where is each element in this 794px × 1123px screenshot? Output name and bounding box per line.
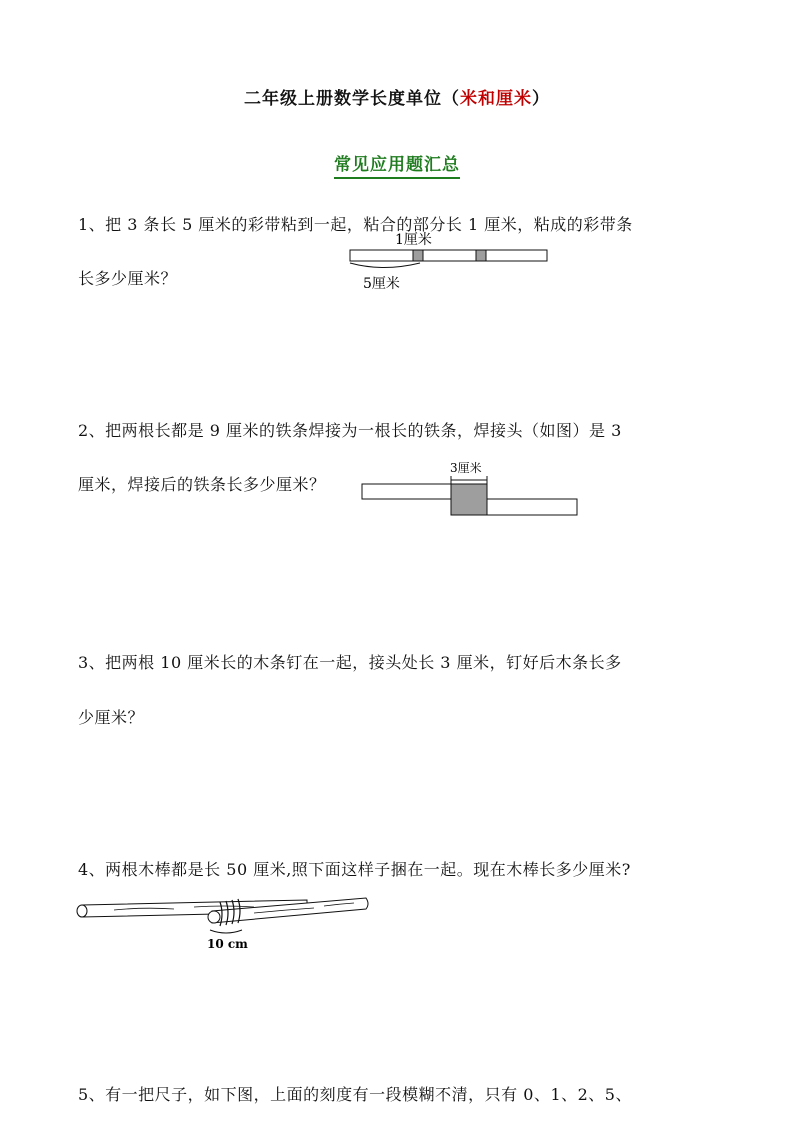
q2-line1: 2、把两根长都是 9 厘米的铁条焊接为一根长的铁条，焊接头（如图）是 3 [78,421,622,440]
q2-figure [358,458,583,520]
q4-brace [210,930,242,933]
page-title [0,84,794,109]
q4-line1: 4、两根木棒都是长 50 厘米,照下面这样子捆在一起。现在木棒长多少厘米? [78,860,631,879]
q4-stick-2-end [208,911,220,923]
q5-line1: 5、有一把尺子，如下图，上面的刻度有一段模糊不清，只有 0、1、2、5、 [78,1085,632,1104]
q4-fig-label: 10 cm [207,937,248,951]
q1-line2: 长多少厘米？ [78,269,178,288]
q3-line2: 少厘米？ [78,708,145,727]
q1-fig-top-label: 1厘米 [395,232,432,248]
q4-figure [74,890,374,952]
q1-fig-bottom-label: 5厘米 [363,276,400,292]
page-subtitle [0,150,794,175]
q1-brace [350,263,420,268]
q3-line1: 3、把两根 10 厘米长的木条钉在一起，接头处长 3 厘米，钉好后木条长多 [78,653,622,672]
q2-line2: 厘米，焊接后的铁条长多少厘米？ [78,475,326,494]
q1-joint-1 [413,250,423,261]
title-highlight: 米和厘米 [460,89,532,109]
q1-ribbon [350,250,547,261]
subtitle-text: 常见应用题汇总 [334,155,460,179]
q1-figure [345,228,555,294]
title-prefix: 二年级上册数学长度单位（ [244,89,460,109]
q2-fig-label: 3厘米 [450,461,482,475]
title-suffix: ） [532,89,550,109]
q1-line1: 1、把 3 条长 5 厘米的彩带粘到一起，粘合的部分长 1 厘米，粘成的彩带条 [78,215,633,234]
q4-stick-1-end [77,905,87,917]
q1-joint-2 [476,250,486,261]
q2-joint [451,484,487,515]
